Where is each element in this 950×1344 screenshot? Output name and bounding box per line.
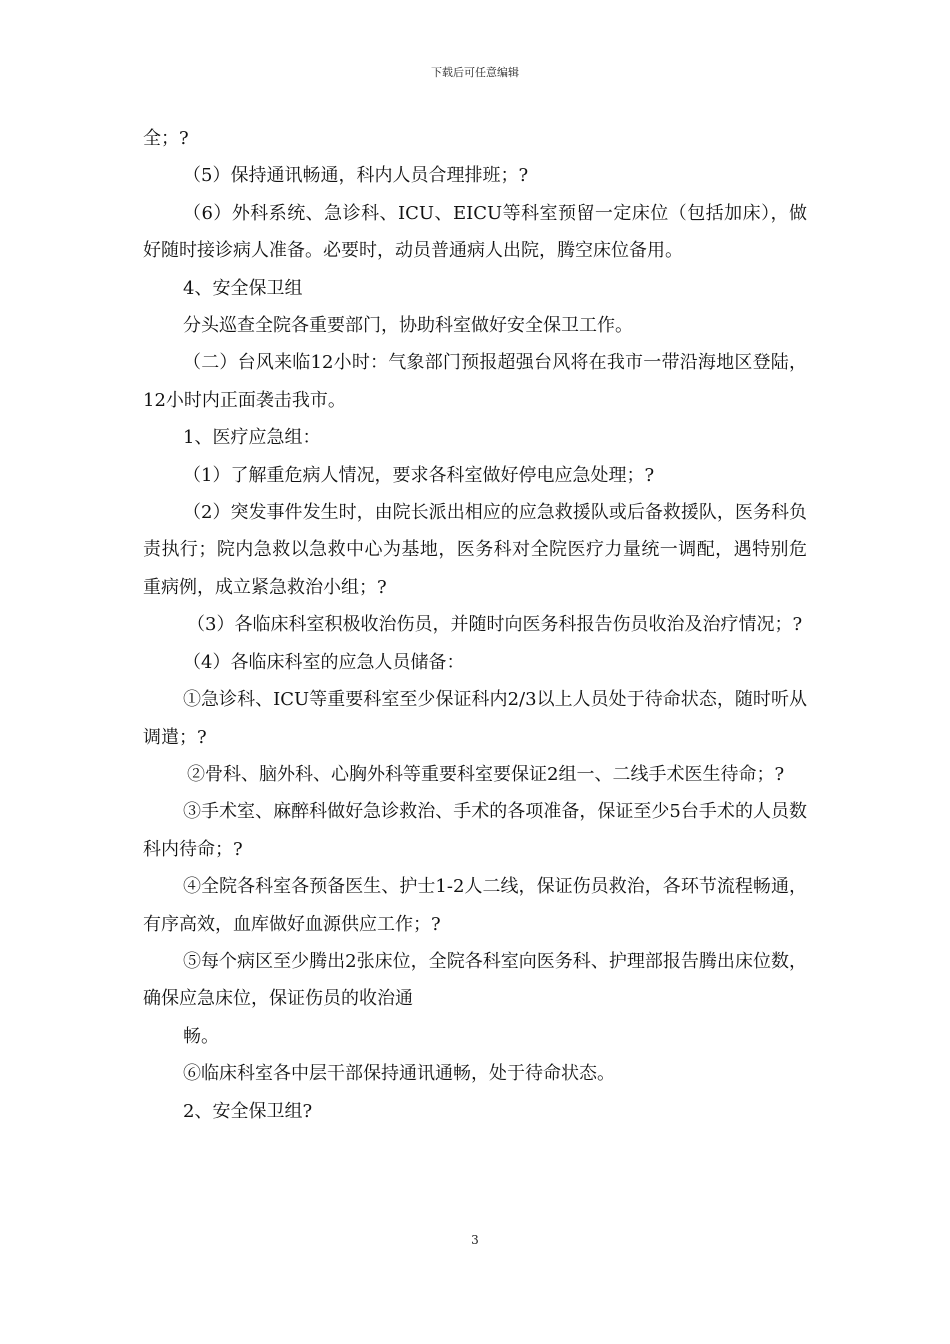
paragraph-7: （1）了解重危病人情况，要求各科室做好停电应急处理；? [183,464,655,486]
paragraph-11: ①急诊科、ICU等重要科室至少保证科内2/3以上人员处于待命状态，随时听从调遣；? [143,689,807,748]
paragraph-0: 全；? [143,128,189,149]
paragraph-15: ⑤每个病区至少腾出2张床位，全院各科室向医务科、护理部报告腾出床位数，确保应急床位，保证伤员的收治通 [143,950,807,1010]
paragraph-13: ③手术室、麻醉科做好急诊救治、手术的各项准备，保证至少5台手术的人员数科内待命；? [143,801,807,860]
page-header: 下载后可任意编辑 [431,66,519,79]
paragraph-10: （4）各临床科室的应急人员储备： [183,651,465,673]
paragraph-5: （二）台风来临12小时：气象部门预报超强台风将在我市一带沿海地区登陆，12小时内正面袭击我市。 [143,352,807,411]
document-body [143,120,807,1130]
paragraph-18: 2、安全保卫组? [183,1100,313,1122]
paragraph-12: ②骨科、脑外科、心胸外科等重要科室要保证2组一、二线手术医生待命；? [187,763,785,785]
paragraph-17: ⑥临床科室各中层干部保持通讯通畅，处于待命状态。 [183,1063,615,1085]
paragraph-3: 4、安全保卫组 [183,277,303,299]
paragraph-9: （3）各临床科室积极收治伤员，并随时向医务科报告伤员收治及治疗情况；? [187,614,803,636]
paragraph-14: ④全院各科室各预备医生、护士1-2人二线，保证伤员救治，各环节流程畅通，有序高效，血库做好血源供应工作；? [143,876,807,935]
paragraph-1: （5）保持通讯畅通，科内人员合理排班；? [183,165,529,187]
page-number: 3 [471,1233,479,1247]
paragraph-2: （6）外科系统、急诊科、ICU、EICU等科室预留一定床位（包括加床），做好随时接诊病人准备。必要时，动员普通病人出院，腾空床位备用。 [143,202,807,262]
paragraph-16: 畅。 [183,1025,219,1047]
paragraph-6: 1、医疗应急组： [183,427,321,449]
paragraph-4: 分头巡查全院各重要部门，协助科室做好安全保卫工作。 [183,315,633,337]
paragraph-8: （2）突发事件发生时，由院长派出相应的应急救援队或后备救援队，医务科负责执行；院内急救以急救中心为基地，医务科对全院医疗力量统一调配，遇特别危重病例，成立紧急救治小组；? [143,502,807,598]
